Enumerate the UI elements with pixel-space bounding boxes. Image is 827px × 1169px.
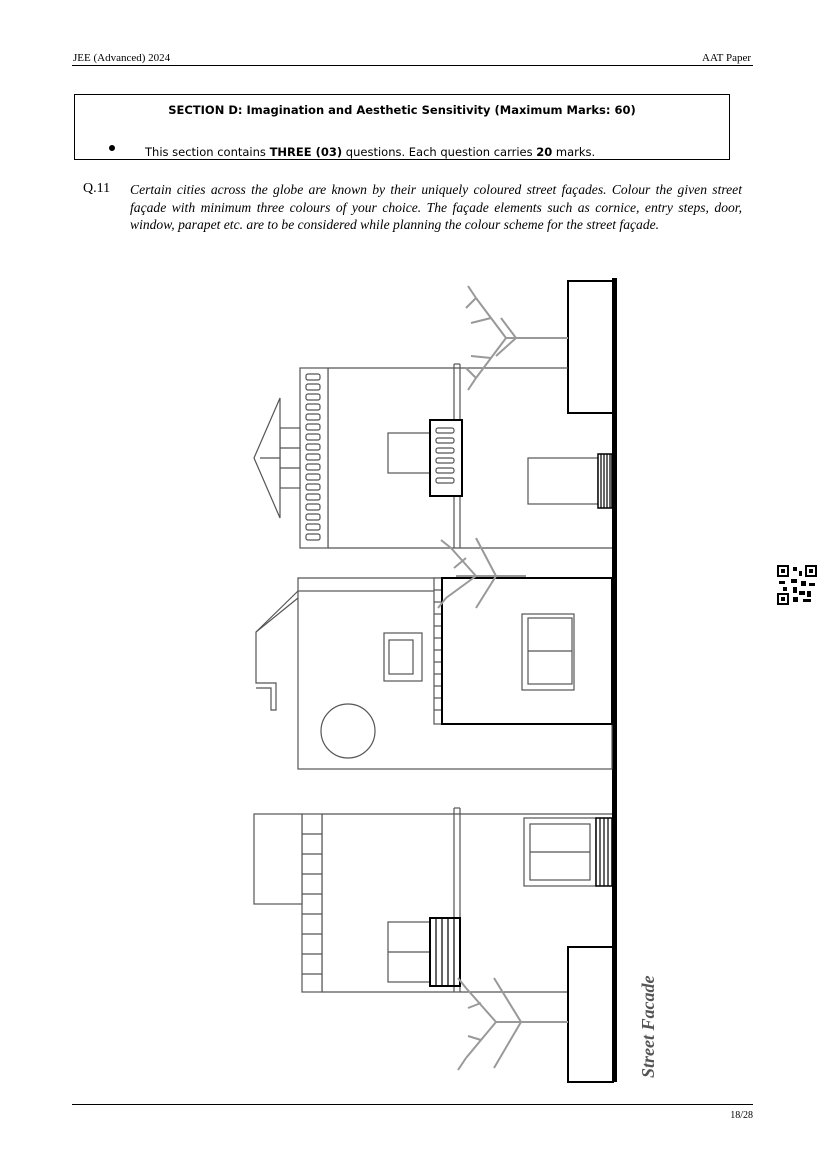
footer-rule (72, 1104, 753, 1105)
instruction-middle: questions. Each question carries (342, 145, 537, 159)
building-2-door (522, 614, 574, 690)
question-count: THREE (03) (269, 145, 343, 159)
bullet-icon (109, 145, 115, 151)
question-text: Certain cities across the globe are known by their uniquely coloured street façades. Colour the given street façade with minimum three colours of your choice. The façade elements such as cornice, entry steps, door, window, parapet etc. are to be considered while planning the colour scheme for the street façade. (130, 182, 742, 232)
instruction-prefix: This section contains (145, 145, 270, 159)
section-title: SECTION D: Imagination and Aesthetic Sensitivity (Maximum Marks: 60) (168, 103, 636, 117)
section-instruction (145, 145, 595, 159)
page-number: 18/28 (730, 1110, 753, 1121)
street-facade-drawing (176, 278, 658, 1084)
header-paper-name: AAT Paper (702, 52, 751, 64)
marks-per-question: 20 (536, 145, 553, 159)
qr-code-icon (777, 565, 817, 605)
building-1 (254, 364, 612, 548)
section-instructions-box (74, 94, 730, 160)
top-parapet-block (568, 281, 613, 413)
tree-1 (466, 286, 568, 390)
question-number: Q.11 (83, 181, 111, 196)
header-exam-title: JEE (Advanced) 2024 (73, 52, 171, 64)
bottom-parapet-block (568, 947, 613, 1082)
figure-caption: Street Facade (638, 975, 658, 1078)
instruction-suffix: marks. (552, 145, 596, 159)
header-rule (72, 65, 753, 66)
building-3 (254, 808, 612, 992)
